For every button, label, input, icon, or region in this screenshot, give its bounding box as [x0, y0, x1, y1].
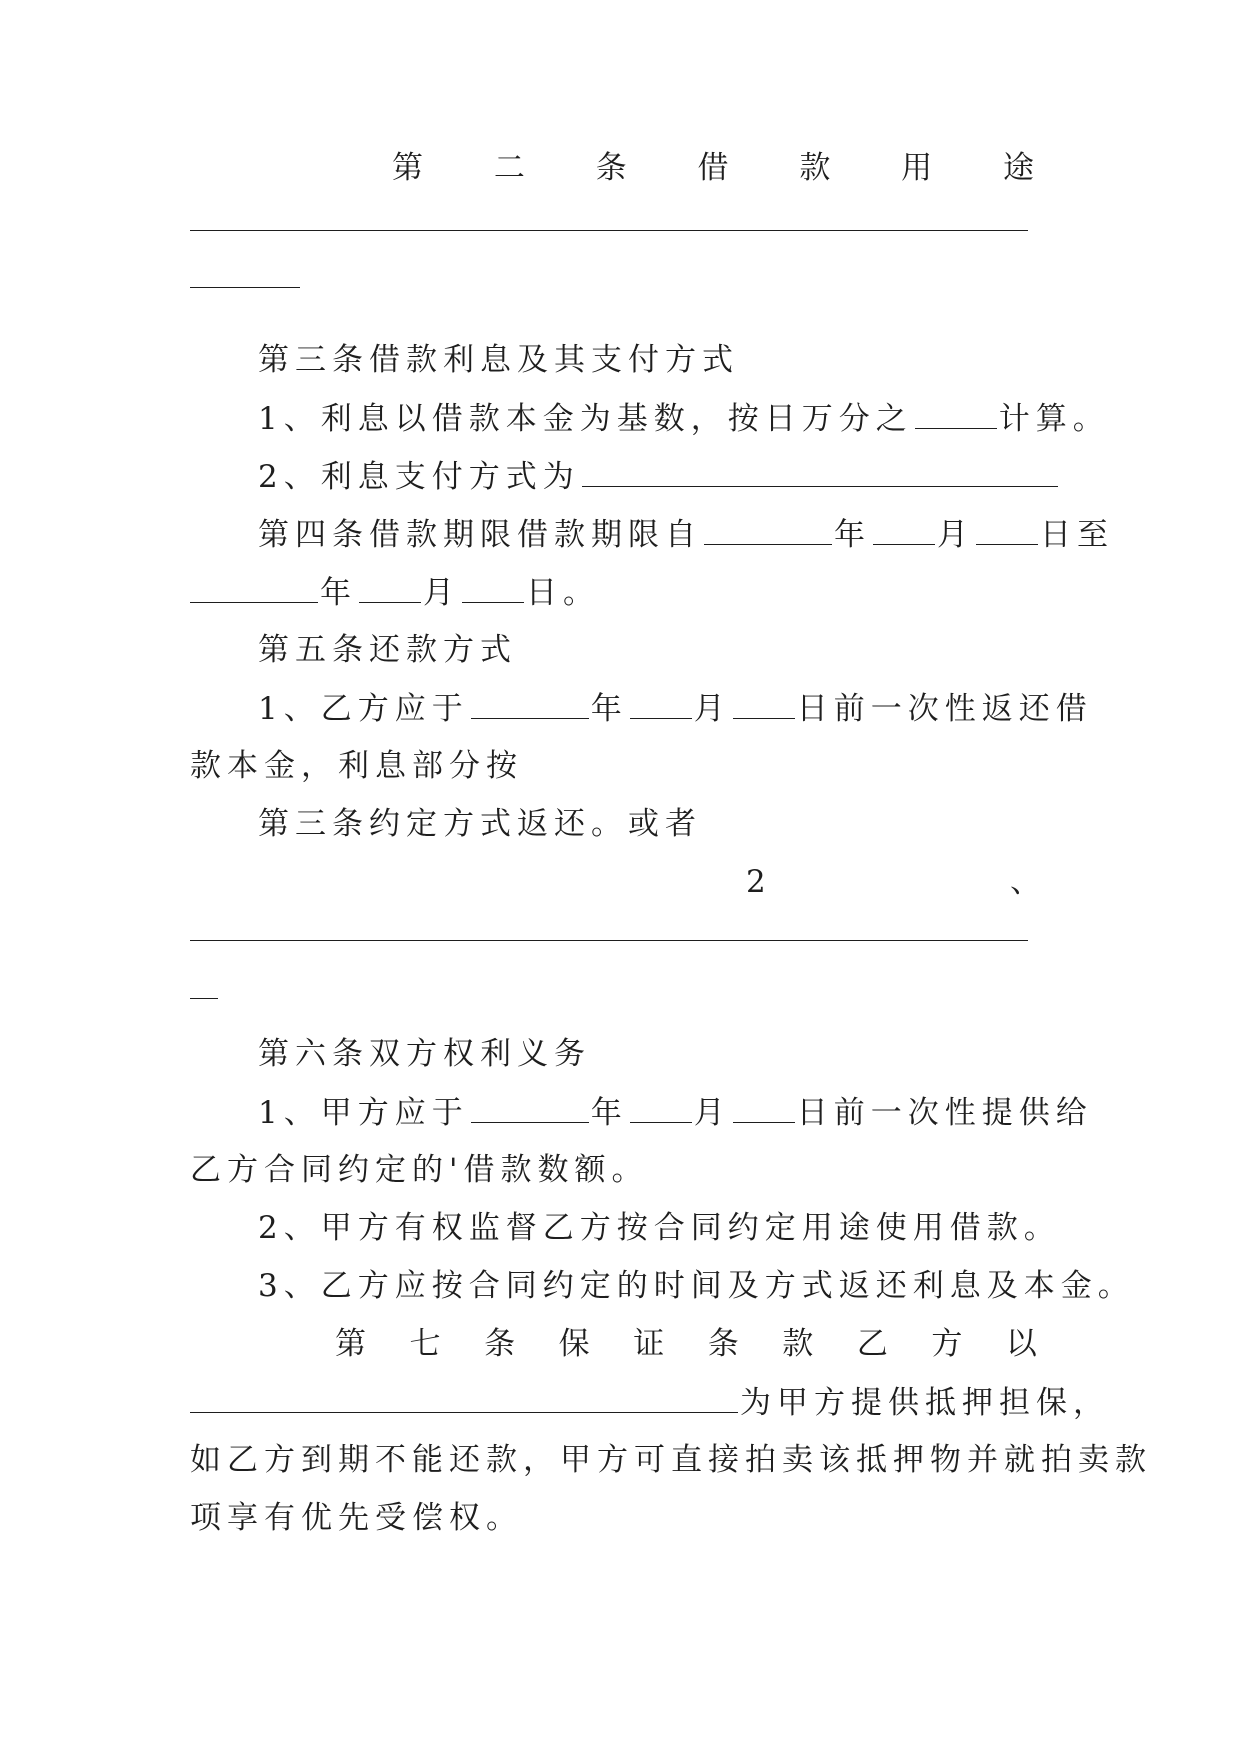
article2-char: 用	[901, 150, 933, 186]
provide-month-blank[interactable]	[630, 1092, 692, 1123]
article5-item2-number: 2	[746, 864, 772, 900]
article7-char: 以	[1005, 1326, 1037, 1362]
end-year-blank[interactable]	[190, 572, 318, 603]
start-year-blank[interactable]	[704, 514, 832, 545]
article5-item1-cont: 款本金，利息部分按	[190, 748, 523, 784]
repay-month-blank[interactable]	[630, 688, 692, 719]
article5-item2-blank-line[interactable]	[190, 940, 1028, 941]
start-day-blank[interactable]	[976, 514, 1038, 545]
article2-char: 第	[392, 150, 423, 186]
article4-line2	[190, 572, 1050, 613]
day-end-label: 日。	[526, 575, 600, 611]
article7-char: 款	[782, 1326, 814, 1362]
article7-char: 第	[335, 1326, 366, 1362]
article5-item1	[258, 688, 1093, 729]
article5-item2-separator: 、	[1010, 864, 1047, 900]
end-day-blank[interactable]	[462, 572, 524, 603]
article3-item1-text: 1、利息以借款本金为基数，按日万分之	[258, 401, 913, 437]
article2-blank-line[interactable]	[190, 230, 1028, 231]
article7-line4: 项享有优先受偿权。	[190, 1500, 523, 1536]
article7-line2-text: 为甲方提供抵押担保，	[740, 1385, 1110, 1421]
article7-char: 保	[558, 1326, 590, 1362]
payment-method-blank[interactable]	[582, 456, 1058, 487]
article6-item1	[258, 1092, 1093, 1133]
year-label: 年	[834, 517, 871, 553]
article5-item1-cont2: 第三条约定方式返还。或者	[258, 806, 702, 842]
article2-char: 借	[697, 150, 729, 186]
article3-item1	[258, 398, 1110, 439]
interest-rate-blank[interactable]	[915, 398, 997, 429]
article6-item1-cont: 乙方合同约定的'借款数额。	[190, 1152, 649, 1188]
year-label: 年	[590, 691, 628, 727]
day-to-label: 日至	[1040, 517, 1114, 553]
month-label: 月	[423, 575, 460, 611]
provide-day-blank[interactable]	[733, 1092, 795, 1123]
article3-item2-text: 2、利息支付方式为	[258, 459, 580, 495]
article7-char: 七	[409, 1326, 441, 1362]
article7-char: 方	[931, 1326, 963, 1362]
article7-char: 乙	[856, 1326, 888, 1362]
article3-item1-suffix: 计算。	[998, 401, 1110, 437]
article2-char: 条	[595, 150, 627, 186]
provide-year-blank[interactable]	[471, 1092, 589, 1123]
article2-heading	[392, 148, 1034, 188]
article7-heading	[335, 1324, 1037, 1364]
article7-line2	[190, 1382, 1110, 1423]
article5-item1-text: 1、乙方应于	[258, 691, 469, 727]
article6-item1-text: 1、甲方应于	[258, 1095, 469, 1131]
end-month-blank[interactable]	[359, 572, 421, 603]
article7-line3: 如乙方到期不能还款，甲方可直接拍卖该抵押物并就拍卖款	[190, 1442, 1152, 1478]
article3-heading: 第三条借款利息及其支付方式	[258, 342, 739, 378]
start-month-blank[interactable]	[873, 514, 935, 545]
article3-item2	[258, 456, 1050, 497]
month-label: 月	[937, 517, 974, 553]
article2-char: 二	[493, 150, 525, 186]
article6-item1-suffix: 日前一次性提供给	[796, 1095, 1093, 1131]
article7-char: 条	[707, 1326, 739, 1362]
article2-blank-line-short[interactable]	[190, 287, 300, 288]
article7-char: 证	[633, 1326, 665, 1362]
article4-text: 第四条借款期限借款期限自	[258, 517, 702, 553]
article6-item3: 3、乙方应按合同约定的时间及方式返还利息及本金。	[258, 1268, 1135, 1304]
year-label: 年	[590, 1095, 628, 1131]
collateral-blank[interactable]	[190, 1382, 738, 1413]
article5-heading: 第五条还款方式	[258, 632, 517, 668]
article6-heading: 第六条双方权利义务	[258, 1036, 591, 1072]
article6-item2: 2、甲方有权监督乙方按合同约定用途使用借款。	[258, 1210, 1061, 1246]
article4-line1	[258, 514, 1114, 555]
article5-item1-suffix: 日前一次性返还借	[796, 691, 1093, 727]
month-label: 月	[693, 1095, 731, 1131]
article5-item2-blank-line-short[interactable]	[190, 998, 218, 999]
article7-char: 条	[484, 1326, 516, 1362]
repay-year-blank[interactable]	[471, 688, 589, 719]
article2-char: 途	[1002, 150, 1034, 186]
month-label: 月	[693, 691, 731, 727]
repay-day-blank[interactable]	[733, 688, 795, 719]
article2-char: 款	[799, 150, 831, 186]
year-label: 年	[320, 575, 357, 611]
